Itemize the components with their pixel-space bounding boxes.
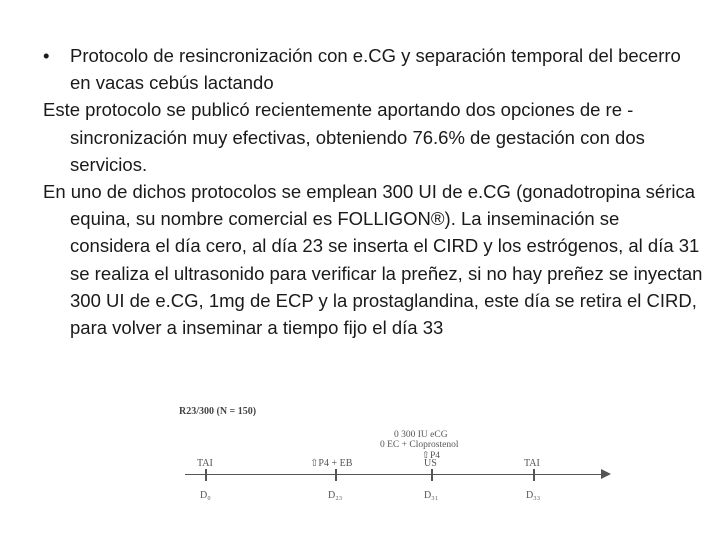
timeline-tick — [431, 469, 433, 481]
timeline-title: R23/300 (N = 150) — [179, 406, 257, 417]
timeline-axis — [185, 474, 603, 475]
timeline-event-tai-2: TAI — [524, 458, 540, 469]
bullet-item — [43, 42, 703, 96]
timeline-note-ecg: 0 300 IU eCG — [394, 430, 448, 440]
bullet-text: Protocolo de resincronización con e.CG y separación temporal del becerro en vacas cebús lactando — [70, 45, 681, 94]
timeline-event-p4-eb: ⇧P4 + EB — [310, 458, 353, 469]
timeline-day-31: D₃₁ — [424, 490, 439, 501]
timeline-day-23: D₂₃ — [328, 490, 343, 501]
timeline-arrowhead — [601, 469, 611, 479]
timeline-day-33: D₃₃ — [526, 490, 541, 501]
timeline-day-0: D₀ — [200, 490, 211, 501]
timeline-event-tai: TAI — [197, 458, 213, 469]
timeline-event-us: US — [424, 458, 437, 469]
bullet-marker: • — [43, 45, 50, 66]
timeline-tick — [205, 469, 207, 481]
slide-body — [43, 42, 703, 341]
timeline-tick — [533, 469, 535, 481]
timeline-note-ec-cloprostenol: 0 EC + Cloprostenol — [380, 440, 459, 450]
paragraph-results: Este protocolo se publicó recientemente aportando dos opciones de re -sincronización muy efectivas, obteniendo 76.6% de gestación con dos servicios. — [43, 99, 645, 175]
protocol-timeline-figure — [175, 402, 615, 512]
timeline-tick — [335, 469, 337, 481]
timeline-note-p4: ⇧P4 — [422, 451, 440, 461]
paragraph-protocol: En uno de dichos protocolos se emplean 300 UI de e.CG (gonadotropina sérica equina, su nombre comercial es FOLLIGON®). La inseminación se considera el día cero, al día 23 se inserta el CIRD y los estrógenos, al día 31 se realiza el ultrasonido para verificar la preñez, si no hay preñez se inyectan 300 UI de e.CG, 1mg de ECP y la prostaglandina, este día se retira el CIRD, para volver a inseminar a tiempo fijo el día 33 — [43, 181, 703, 339]
